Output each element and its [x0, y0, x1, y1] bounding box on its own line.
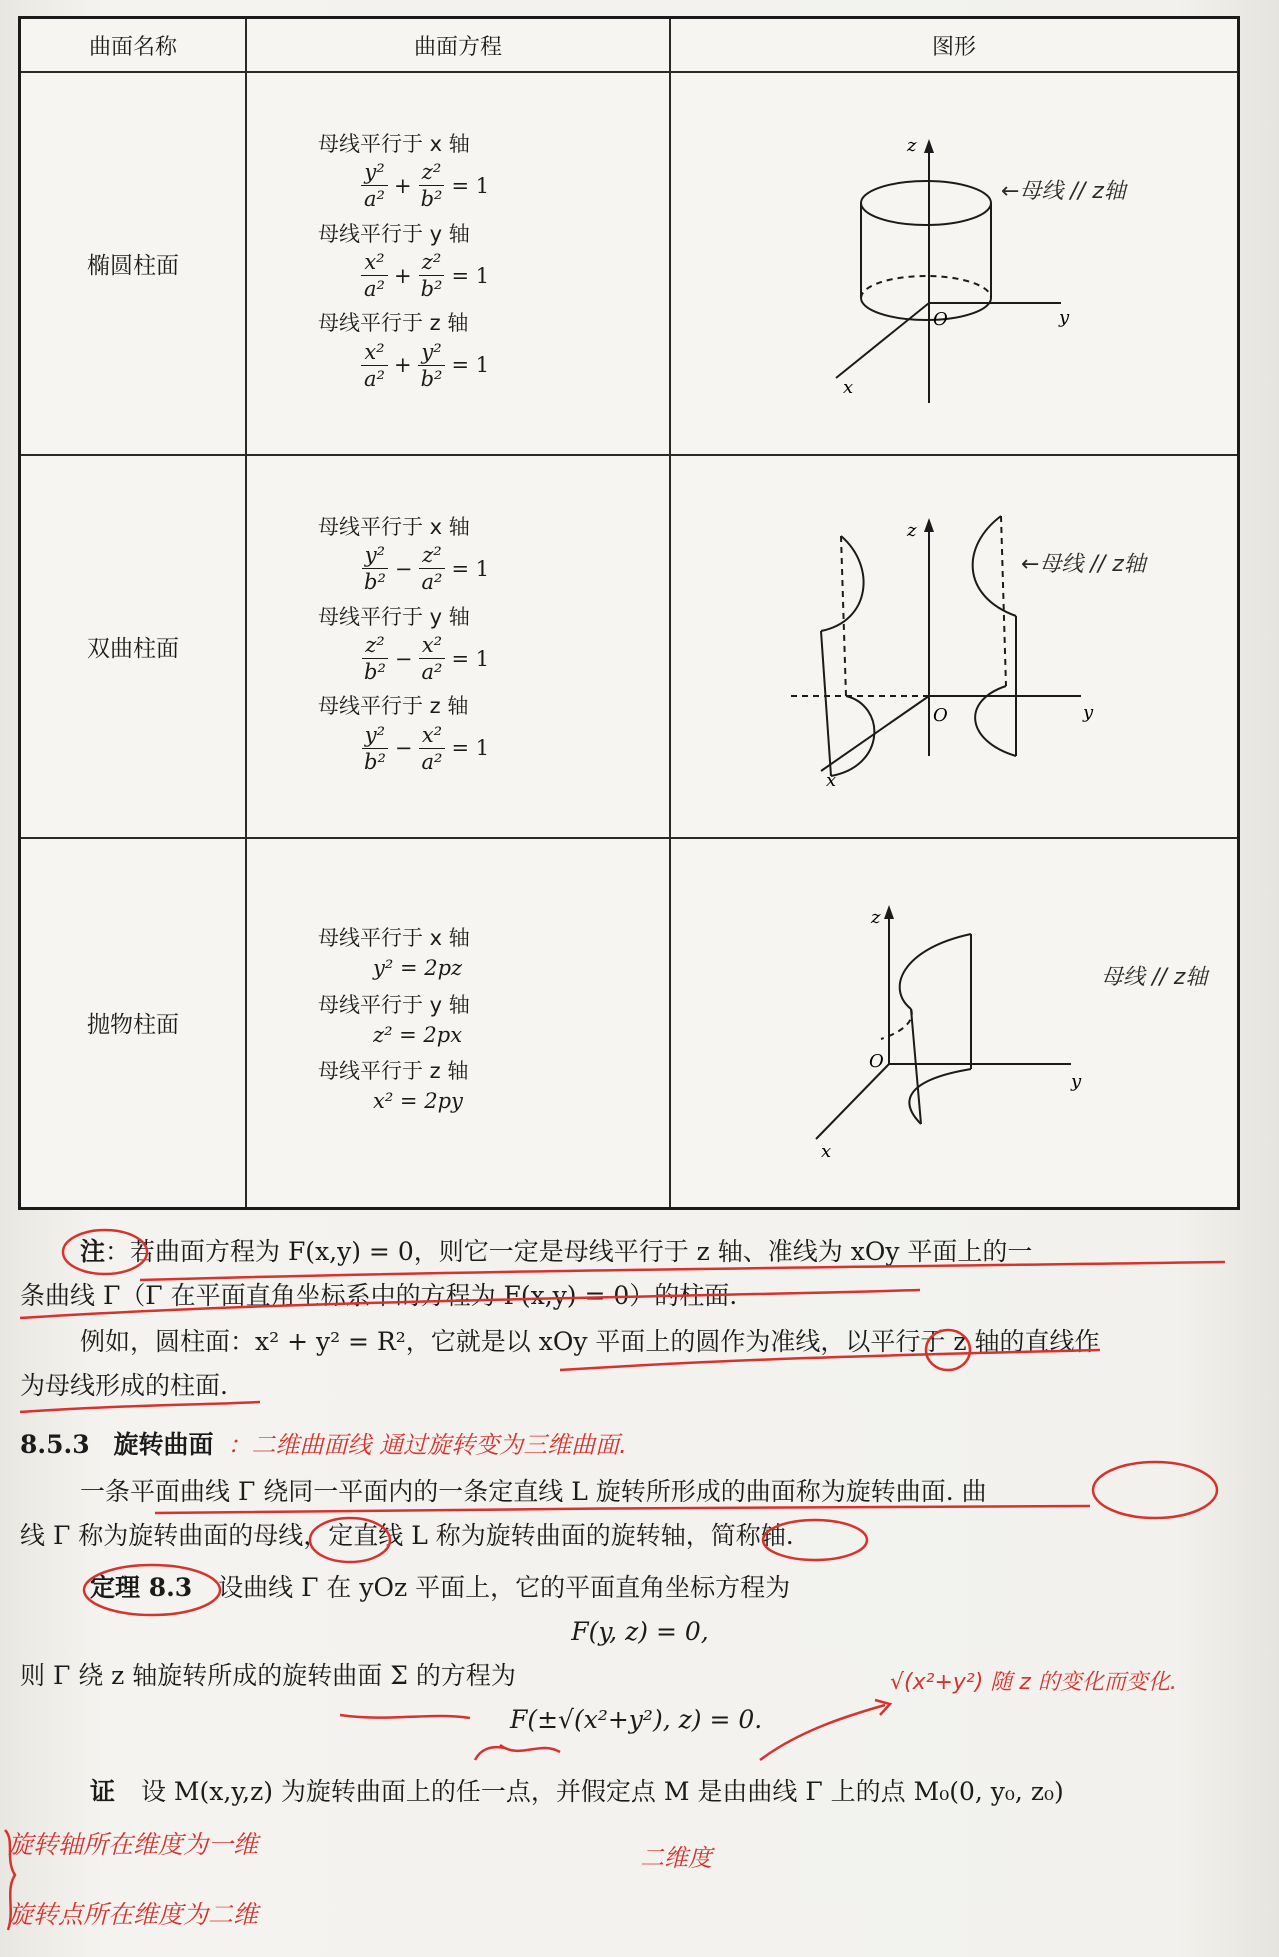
equation-group [318, 604, 668, 686]
elliptic-cylinder-figure [671, 73, 1231, 456]
equation-cell [246, 455, 670, 838]
origin-label: O [869, 1051, 884, 1072]
note-paragraph [20, 1230, 1260, 1318]
section-number: 8.5.3 [20, 1430, 90, 1459]
x-axis-label: x [843, 377, 854, 398]
generatrix-label: 母线平行于 z 轴 [318, 1059, 469, 1083]
example-paragraph [20, 1320, 1260, 1408]
equation-group [318, 693, 668, 775]
theorem-text: 设曲线 Γ 在 yOz 平面上，它的平面直角坐标方程为 [218, 1573, 791, 1602]
origin-label: O [933, 705, 948, 726]
theorem-hand-note: √(x²+y²) 随 z 的变化而变化. [890, 1670, 1177, 1695]
equation-cell [246, 838, 670, 1208]
generatrix-label: 母线平行于 y 轴 [318, 221, 470, 246]
generatrix-label: 母线平行于 z 轴 [318, 311, 469, 336]
equation: x² = 2py [373, 1089, 463, 1114]
z-axis-label: z [907, 520, 917, 541]
cylinder-surface-table [18, 16, 1240, 1210]
surface-name: 椭圆柱面 [20, 72, 247, 455]
y-axis-label: y [1083, 702, 1094, 723]
note-line-2: 条曲线 Γ（Γ 在平面直角坐标系中的方程为 F(x,y) = 0）的柱面. [20, 1281, 738, 1310]
equation: z² = 2px [373, 1022, 463, 1047]
hand-note-dimension: 二维度 [640, 1844, 712, 1872]
equation: $\frac{\text{x²}}{\text{a²}}$ + $\frac{\text{z²}}{\text{b²}}$ = 1 [318, 249, 668, 303]
equation-cell [246, 72, 670, 455]
section-heading [20, 1423, 1260, 1467]
handwritten-note: ←母线 // z轴 [1001, 179, 1126, 204]
header-name: 曲面名称 [20, 18, 247, 73]
theorem-equation-1: F(y, z) = 0, [571, 1617, 709, 1646]
theorem-line-2: 则 Γ 绕 z 轴旋转所成的旋转曲面 Σ 的方程为 [20, 1661, 516, 1690]
proof-text: 设 M(x,y,z) 为旋转曲面上的任一点，并假定点 M 是由曲线 Γ 上的点 M₀(0, y₀, z₀) [140, 1777, 1064, 1806]
parabolic-cylinder-figure [671, 839, 1231, 1209]
equation-group [318, 221, 668, 303]
equation: $\frac{\text{y²}}{\text{a²}}$ + $\frac{\text{z²}}{\text{b²}}$ = 1 [318, 159, 668, 213]
hand-note-point-dimension: 旋转点所在维度为二维 [8, 1900, 259, 1929]
example-line-2: 为母线形成的柱面. [20, 1371, 228, 1400]
equation: y² = 2pz [373, 956, 463, 981]
note-line-1: ：若曲面方程为 F(x,y) = 0，则它一定是母线平行于 z 轴、准线为 xOy 平面上的一 [105, 1237, 1033, 1266]
table-row [20, 838, 1239, 1208]
equation-group [318, 131, 668, 213]
definition-line-1: 一条平面曲线 Γ 绕同一平面内的一条定直线 L 旋转所形成的曲面称为旋转曲面. 曲 [80, 1477, 987, 1506]
section-title: 旋转曲面 [113, 1430, 214, 1459]
surface-name: 双曲柱面 [20, 455, 247, 838]
header-equation: 曲面方程 [246, 18, 670, 73]
hand-note-axis-dimension: 旋转轴所在维度为一维 [8, 1830, 259, 1859]
example-line-1: 例如，圆柱面：x² + y² = R²，它就是以 xOy 平面上的圆作为准线，以平行于 z 轴的直线作 [80, 1327, 1100, 1356]
figure-cell [670, 838, 1239, 1208]
section-hand-note: ：二维曲面线 通过旋转变为三维曲面. [227, 1431, 627, 1459]
handwritten-note: ←母线 // z轴 [1021, 552, 1146, 577]
equation-group [318, 310, 668, 392]
table-row [20, 455, 1239, 838]
proof-label: 证 [90, 1777, 116, 1806]
theorem-block [20, 1566, 1260, 1742]
equation: $\frac{\text{z²}}{\text{b²}}$ − $\frac{\text{x²}}{\text{a²}}$ = 1 [364, 632, 490, 685]
generatrix-label: 母线平行于 z 轴 [318, 694, 469, 719]
generatrix-label: 母线平行于 y 轴 [318, 992, 470, 1017]
equation: $\frac{\text{y²}}{\text{b²}}$ − $\frac{\text{x²}}{\text{a²}}$ = 1 [318, 722, 668, 776]
figure-cell [670, 72, 1239, 455]
definition-line-2: 线 Γ 称为旋转曲面的母线，定直线 L 称为旋转曲面的旋转轴，简称轴. [20, 1521, 794, 1550]
generatrix-label: 母线平行于 x 轴 [318, 926, 470, 950]
table-header-row [20, 18, 1239, 73]
y-axis-label: y [1071, 1071, 1082, 1092]
z-axis-label: z [907, 135, 917, 156]
x-axis-label: x [826, 770, 837, 791]
definition-paragraph [20, 1470, 1260, 1558]
generatrix-label: 母线平行于 x 轴 [318, 131, 470, 156]
header-figure: 图形 [670, 18, 1239, 73]
y-axis-label: y [1059, 307, 1070, 328]
equation-group [318, 514, 668, 596]
proof-paragraph [20, 1770, 1260, 1814]
note-label: 注 [80, 1237, 106, 1266]
origin-label: O [933, 309, 948, 330]
generatrix-label: 母线平行于 y 轴 [318, 604, 470, 629]
z-axis-label: z [871, 907, 881, 928]
hyperbolic-cylinder-figure [671, 456, 1231, 839]
surface-name: 抛物柱面 [20, 838, 247, 1208]
equation: $\frac{\text{y²}}{\text{b²}}$ − $\frac{\text{z²}}{\text{a²}}$ = 1 [318, 542, 668, 596]
x-axis-label: x [821, 1141, 832, 1162]
equation: $\frac{\text{x²}}{\text{a²}}$ + $\frac{\text{y²}}{\text{b²}}$ = 1 [318, 339, 668, 393]
figure-cell [670, 455, 1239, 838]
generatrix-label: 母线平行于 x 轴 [318, 514, 470, 539]
theorem-label: 定理 8.3 [90, 1573, 193, 1602]
theorem-equation-2: F(±√(x²+y²), z) = 0. [510, 1705, 763, 1734]
table-row [20, 72, 1239, 455]
handwritten-note: 母线 // z轴 [1101, 965, 1208, 990]
